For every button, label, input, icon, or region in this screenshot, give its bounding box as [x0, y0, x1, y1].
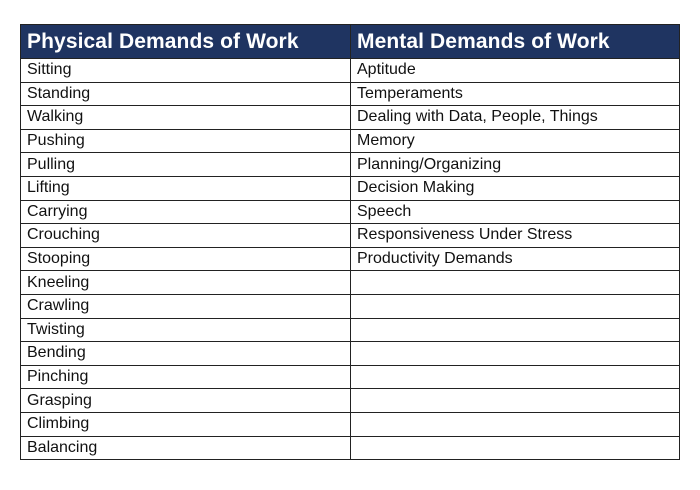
physical-demand-cell: Sitting — [21, 59, 351, 83]
table-row — [21, 153, 680, 177]
table-row — [21, 224, 680, 248]
physical-demand-cell: Standing — [21, 82, 351, 106]
table-row — [21, 59, 680, 83]
mental-demand-cell — [351, 412, 680, 436]
mental-demand-cell — [351, 436, 680, 460]
table-header-row — [21, 25, 680, 59]
demands-table-container — [20, 24, 679, 460]
table-row — [21, 176, 680, 200]
physical-demand-cell: Walking — [21, 106, 351, 130]
physical-demand-cell: Pulling — [21, 153, 351, 177]
mental-demand-cell: Temperaments — [351, 82, 680, 106]
table-row — [21, 271, 680, 295]
table-row — [21, 247, 680, 271]
table-row — [21, 342, 680, 366]
mental-demand-cell: Productivity Demands — [351, 247, 680, 271]
demands-of-work-table — [20, 24, 680, 460]
table-row — [21, 412, 680, 436]
physical-demand-cell: Crawling — [21, 294, 351, 318]
physical-demand-cell: Pushing — [21, 129, 351, 153]
physical-demand-cell: Carrying — [21, 200, 351, 224]
physical-demand-cell: Kneeling — [21, 271, 351, 295]
table-row — [21, 106, 680, 130]
mental-demand-cell: Decision Making — [351, 176, 680, 200]
physical-demand-cell: Pinching — [21, 365, 351, 389]
physical-demand-cell: Stooping — [21, 247, 351, 271]
mental-demand-cell: Speech — [351, 200, 680, 224]
table-row — [21, 129, 680, 153]
table-row — [21, 82, 680, 106]
mental-demand-cell — [351, 389, 680, 413]
mental-demand-cell: Memory — [351, 129, 680, 153]
column-header-mental-demands: Mental Demands of Work — [351, 25, 680, 59]
physical-demand-cell: Balancing — [21, 436, 351, 460]
mental-demand-cell — [351, 342, 680, 366]
physical-demand-cell: Crouching — [21, 224, 351, 248]
mental-demand-cell: Dealing with Data, People, Things — [351, 106, 680, 130]
mental-demand-cell: Planning/Organizing — [351, 153, 680, 177]
table-row — [21, 389, 680, 413]
mental-demand-cell: Aptitude — [351, 59, 680, 83]
table-row — [21, 318, 680, 342]
physical-demand-cell: Bending — [21, 342, 351, 366]
physical-demand-cell: Twisting — [21, 318, 351, 342]
table-row — [21, 365, 680, 389]
mental-demand-cell — [351, 318, 680, 342]
mental-demand-cell: Responsiveness Under Stress — [351, 224, 680, 248]
column-header-physical-demands: Physical Demands of Work — [21, 25, 351, 59]
mental-demand-cell — [351, 294, 680, 318]
physical-demand-cell: Climbing — [21, 412, 351, 436]
mental-demand-cell — [351, 271, 680, 295]
table-row — [21, 436, 680, 460]
table-row — [21, 294, 680, 318]
physical-demand-cell: Grasping — [21, 389, 351, 413]
table-row — [21, 200, 680, 224]
physical-demand-cell: Lifting — [21, 176, 351, 200]
mental-demand-cell — [351, 365, 680, 389]
